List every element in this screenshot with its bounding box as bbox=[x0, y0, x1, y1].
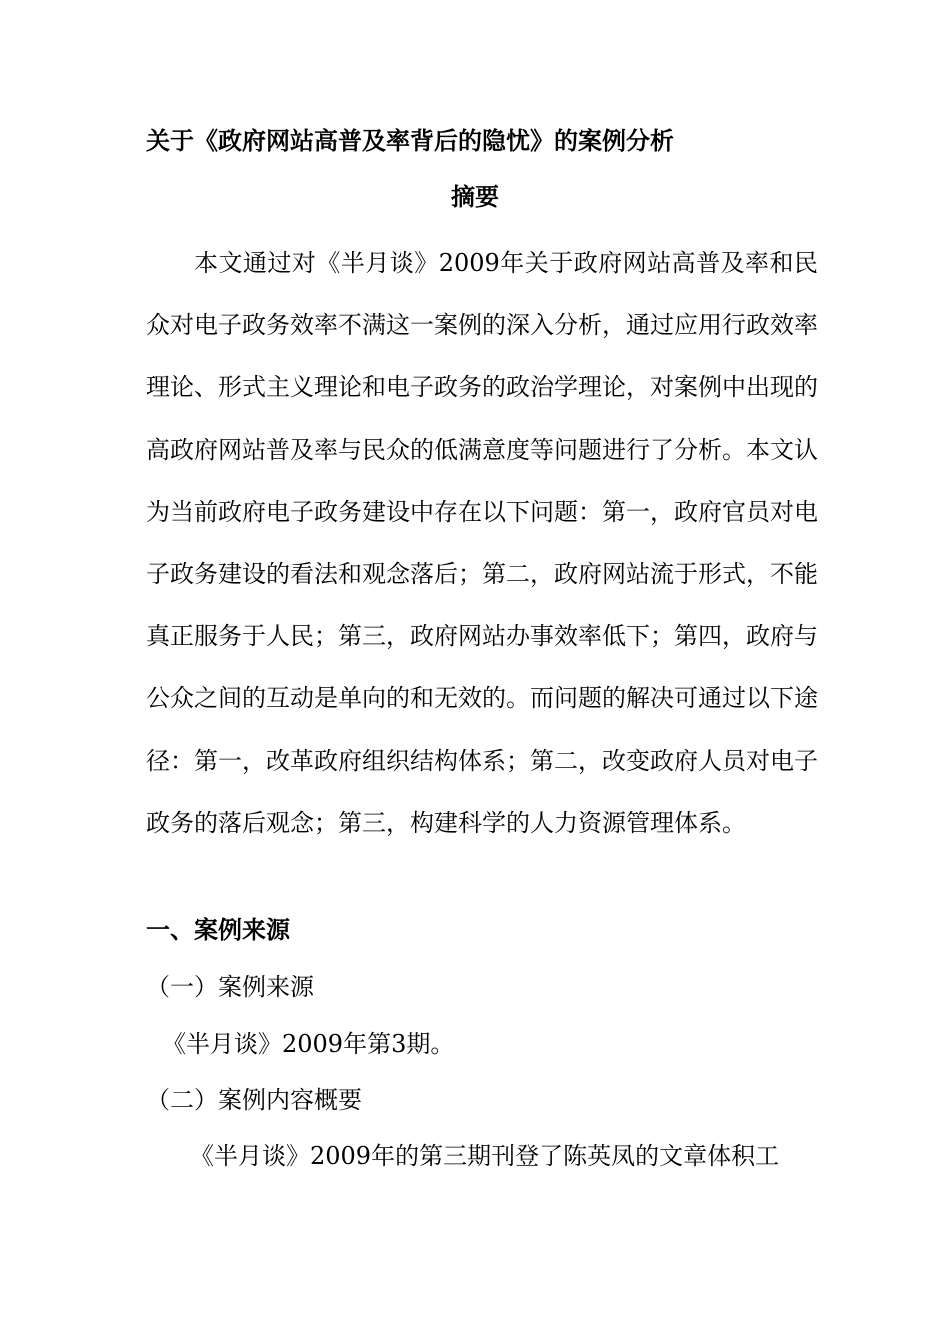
case-summary-paragraph: 《半月谈》2009年的第三期刊登了陈英凤的文章体积工 bbox=[190, 1142, 780, 1170]
subsection-heading-case-source: （一）案例来源 bbox=[146, 973, 314, 1001]
section-heading-case-source: 一、案例来源 bbox=[146, 916, 290, 944]
subsection-heading-case-summary: （二）案例内容概要 bbox=[146, 1086, 362, 1114]
case-source-paragraph: 《半月谈》2009年第3期。 bbox=[162, 1030, 455, 1058]
abstract-heading: 摘要 bbox=[451, 183, 499, 211]
abstract-paragraph: 本文通过对《半月谈》2009年关于政府网站高普及率和民众对电子政务效率不满这一案例的深入分析，通过应用行政效率理论、形式主义理论和电子政务的政治学理论，对案例中出现的高政府网站普及率与民众的低满意度等问题进行了分析。本文认为当前政府电子政务建设中存在以下问题：第一，政府官员对电子政务建设的看法和观念落后；第二，政府网站流于形式，不能真正服务于人民；第三，政府网站办事效率低下；第四，政府与公众之间的互动是单向的和无效的。而问题的解决可通过以下途径：第一，改革政府组织结构体系；第二，改变政府人员对电子政务的落后观念；第三，构建科学的人力资源管理体系。 bbox=[146, 249, 818, 837]
document-title: 关于《政府网站高普及率背后的隐忧》的案例分析 bbox=[146, 127, 674, 155]
